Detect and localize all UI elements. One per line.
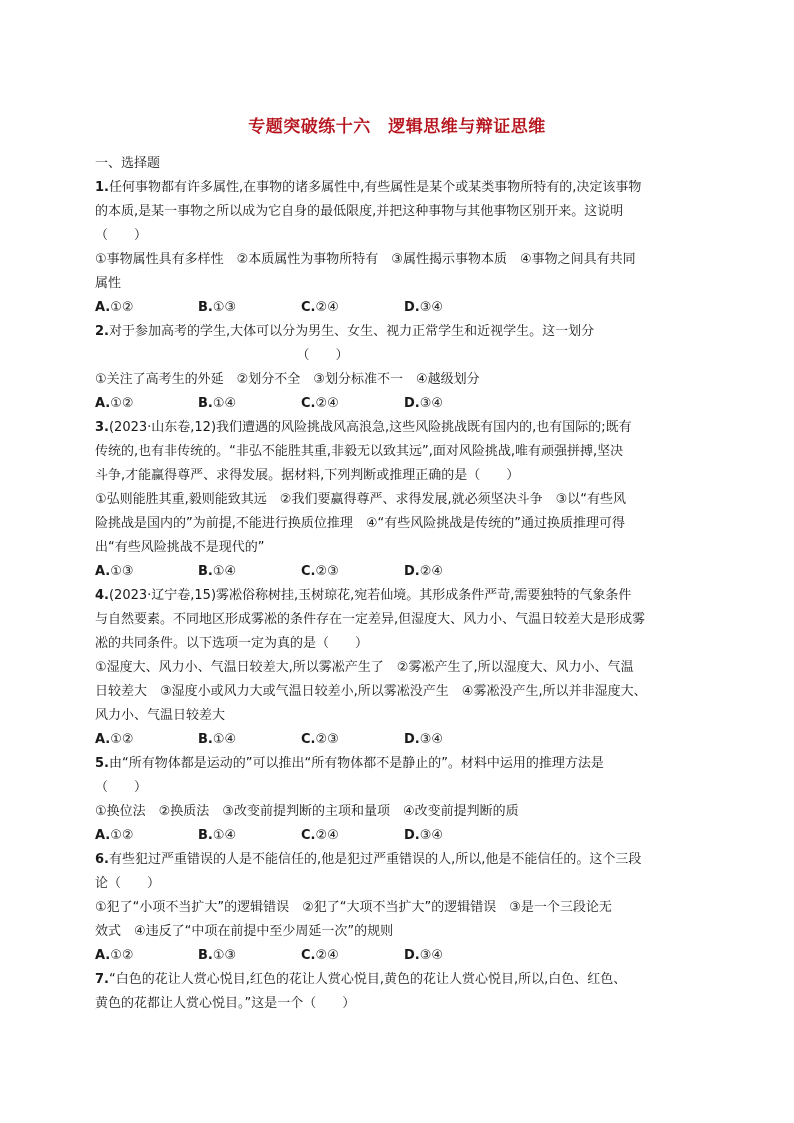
option-a: [95, 944, 198, 968]
question-4: [95, 584, 705, 752]
answer-blank: （ ）: [95, 228, 148, 243]
option-choices: ②③: [315, 732, 339, 747]
question-number: 3.: [95, 420, 109, 435]
option-c: [301, 392, 404, 416]
answer-options: [95, 728, 705, 752]
option-choices: ②④: [315, 300, 339, 315]
option-choices: ②④: [419, 564, 444, 579]
option-letter: D.: [404, 300, 420, 315]
question-3: [95, 416, 705, 584]
question-list: [95, 152, 705, 1016]
option-choices: ①④: [212, 732, 237, 747]
answer-options: [95, 824, 705, 848]
option-b: [198, 392, 301, 416]
option-choices: ①④: [212, 828, 237, 843]
option-choices: ②④: [315, 948, 339, 963]
question-text: 由“所有物体都是运动的”可以推出“所有物体都不是静止的”。材料中运用的推理方法是: [108, 756, 604, 771]
statement-line: 属性: [95, 276, 122, 291]
question-text: 与自然要素。不同地区形成雾凇的条件存在一定差异,但湿度大、风力小、气温日较差大是形成雾: [95, 612, 646, 627]
option-b: [198, 296, 301, 320]
question-line: [95, 176, 705, 200]
option-letter: A.: [95, 300, 111, 315]
option-b: [198, 560, 301, 584]
option-letter: D.: [404, 564, 420, 579]
option-choices: ①②: [110, 396, 134, 411]
option-choices: ③④: [419, 300, 444, 315]
option-choices: ①③: [212, 300, 237, 315]
option-choices: ③④: [419, 948, 444, 963]
statement-line: 效式 ④违反了“中项在前提中至少周延一次”的规则: [95, 924, 394, 939]
question-6: [95, 848, 705, 968]
question-1: [95, 176, 705, 320]
question-text: 凇的共同条件。以下选项一定为真的是（ ）: [95, 636, 369, 651]
option-a: [95, 560, 198, 584]
option-choices: ②④: [315, 396, 339, 411]
option-letter: B.: [198, 396, 213, 411]
option-a: [95, 824, 198, 848]
option-letter: A.: [95, 948, 111, 963]
statement-line: 风力小、气温日较差大: [95, 708, 226, 723]
option-b: [198, 824, 301, 848]
question-text: 任何事物都有许多属性,在事物的诸多属性中,有些属性是某个或某类事物所特有的,决定该事物: [108, 180, 642, 195]
option-a: [95, 296, 198, 320]
question-2: [95, 320, 705, 416]
option-choices: ①②: [110, 732, 134, 747]
option-choices: ③④: [419, 396, 444, 411]
option-letter: C.: [301, 564, 316, 579]
option-letter: A.: [95, 828, 111, 843]
option-choices: ①③: [110, 564, 134, 579]
question-text: 的本质,是某一事物之所以成为它自身的最低限度,并把这种事物与其他事物区别开来。这说明: [95, 204, 624, 219]
option-b: [198, 728, 301, 752]
option-letter: C.: [301, 828, 316, 843]
answer-blank: （ ）: [95, 780, 148, 795]
option-a: [95, 392, 198, 416]
option-c: [301, 560, 404, 584]
statement-line: ①犯了“小项不当扩大”的逻辑错误 ②犯了“大项不当扩大”的逻辑错误 ③是一个三段论无: [95, 900, 612, 915]
question-text: 黄色的花都让人赏心悦目。”这是一个（ ）: [95, 996, 356, 1011]
option-letter: D.: [404, 396, 420, 411]
option-d: [404, 392, 507, 416]
option-choices: ①④: [212, 396, 237, 411]
option-letter: C.: [301, 300, 316, 315]
statement-line: ①换位法 ②换质法 ③改变前提判断的主项和量项 ④改变前提判断的质: [95, 804, 519, 819]
question-line: [95, 584, 705, 608]
question-number: 7.: [95, 972, 109, 987]
option-c: [301, 296, 404, 320]
option-a: [95, 728, 198, 752]
section-header: 一、选择题: [95, 156, 161, 171]
question-number: 6.: [95, 852, 109, 867]
option-choices: ①④: [212, 564, 237, 579]
question-line: [95, 752, 705, 776]
page-title: 专题突破练十六 逻辑思维与辩证思维: [248, 117, 546, 137]
question-text: 对于参加高考的学生,大体可以分为男生、女生、视力正常学生和近视学生。这一划分: [108, 324, 595, 339]
option-letter: D.: [404, 948, 420, 963]
question-text: 斗争,才能赢得尊严、求得发展。据材料,下列判断或推理正确的是（ ）: [95, 468, 520, 483]
option-c: [301, 728, 404, 752]
question-line: [95, 416, 705, 440]
answer-options: [95, 944, 705, 968]
option-letter: B.: [198, 564, 213, 579]
answer-options: [95, 560, 705, 584]
question-text: 有些犯过严重错误的人是不能信任的,他是犯过严重错误的人,所以,他是不能信任的。这个三段: [108, 852, 642, 867]
statement-line: ①关注了高考生的外延 ②划分不全 ③划分标准不一 ④越级划分: [95, 372, 480, 387]
option-d: [404, 824, 507, 848]
statement-line: 出“有些风险挑战不是现代的”: [95, 540, 265, 555]
option-letter: B.: [198, 828, 213, 843]
option-choices: ①②: [110, 948, 134, 963]
answer-options: [95, 392, 705, 416]
statement-line: ①湿度大、风力小、气温日较差大,所以雾凇产生了 ②雾凇产生了,所以湿度大、风力小、气温: [95, 660, 634, 675]
option-c: [301, 824, 404, 848]
option-letter: D.: [404, 828, 420, 843]
statement-line: ①事物属性具有多样性 ②本质属性为事物所特有 ③属性揭示事物本质 ④事物之间具有共同: [95, 252, 636, 267]
option-choices: ③④: [419, 732, 444, 747]
question-line: [95, 848, 705, 872]
option-letter: D.: [404, 732, 420, 747]
option-letter: A.: [95, 732, 111, 747]
option-d: [404, 944, 507, 968]
question-text: 传统的,也有非传统的。“非弘不能胜其重,非毅无以致其远”,面对风险挑战,唯有顽强拼搏,坚决: [95, 444, 624, 459]
option-c: [301, 944, 404, 968]
question-5: [95, 752, 705, 848]
question-line: [95, 320, 705, 344]
option-choices: ②④: [315, 828, 339, 843]
question-7: [95, 968, 705, 1016]
option-choices: ②③: [315, 564, 339, 579]
question-number: 1.: [95, 180, 109, 195]
option-letter: C.: [301, 396, 316, 411]
question-text: (2023·山东卷,12)我们遭遇的风险挑战风高浪急,这些风险挑战既有国内的,也有国际的;既有: [108, 420, 632, 435]
option-letter: C.: [301, 732, 316, 747]
statement-line: 日较差大 ③湿度小或风力大或气温日较差小,所以雾凇没产生 ④雾凇没产生,所以并非湿度大、: [95, 684, 647, 699]
option-choices: ③④: [419, 828, 444, 843]
option-letter: C.: [301, 948, 316, 963]
option-letter: B.: [198, 948, 213, 963]
option-letter: A.: [95, 396, 111, 411]
option-letter: A.: [95, 564, 111, 579]
question-text: “白色的花让人赏心悦目,红色的花让人赏心悦目,黄色的花让人赏心悦目,所以,白色、红色、: [108, 972, 627, 987]
question-number: 2.: [95, 324, 109, 339]
option-choices: ①③: [212, 948, 237, 963]
question-number: 5.: [95, 756, 109, 771]
answer-options: [95, 296, 705, 320]
option-choices: ①②: [110, 828, 134, 843]
question-text: (2023·辽宁卷,15)雾凇俗称树挂,玉树琼花,宛若仙境。其形成条件严苛,需要独特的气象条件: [108, 588, 632, 603]
statement-line: ①弘则能胜其重,毅则能致其远 ②我们要赢得尊严、求得发展,就必须坚决斗争 ③以“有些风: [95, 492, 626, 507]
option-choices: ①②: [110, 300, 134, 315]
answer-blank: （ ）: [95, 348, 349, 363]
question-number: 4.: [95, 588, 109, 603]
option-d: [404, 728, 507, 752]
option-d: [404, 560, 507, 584]
option-letter: B.: [198, 732, 213, 747]
option-d: [404, 296, 507, 320]
question-text: 论（ ）: [95, 876, 161, 891]
question-line: [95, 968, 705, 992]
option-letter: B.: [198, 300, 213, 315]
statement-line: 险挑战是国内的”为前提,不能进行换质位推理 ④“有些风险挑战是传统的”通过换质推理可得: [95, 516, 625, 531]
option-b: [198, 944, 301, 968]
